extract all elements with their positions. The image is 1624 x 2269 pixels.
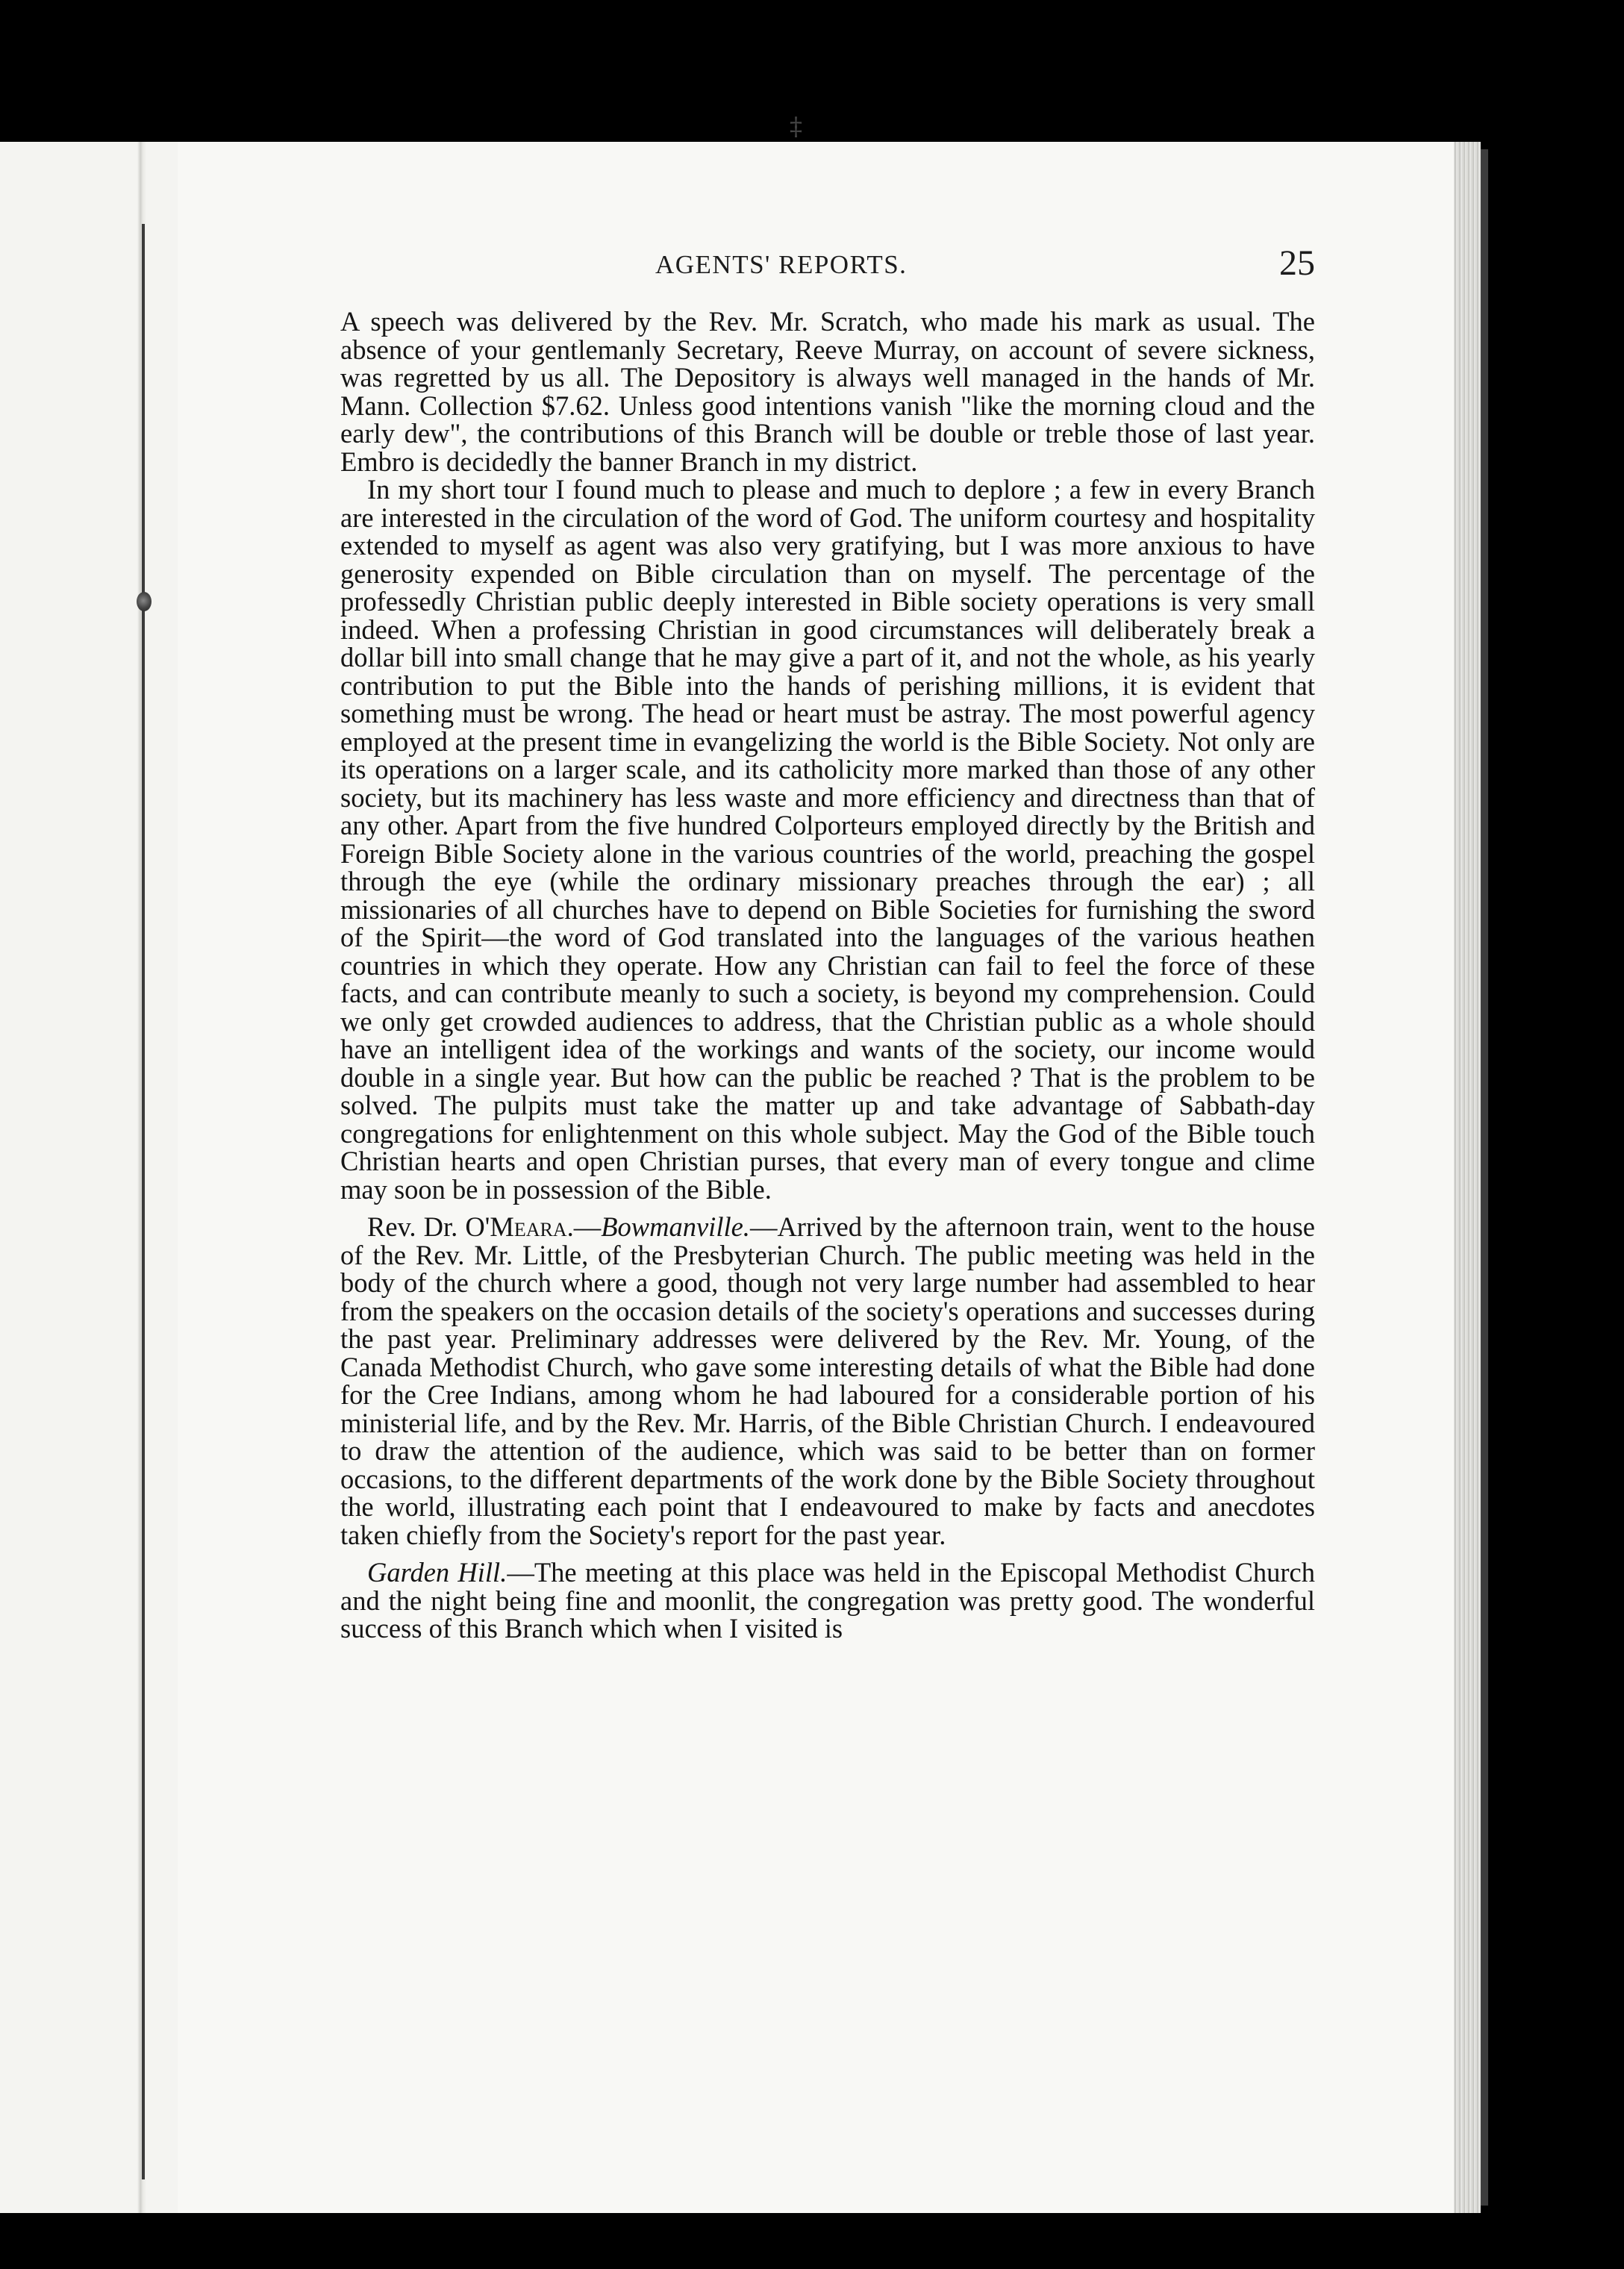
- running-head: [340, 243, 1315, 287]
- running-head-title: AGENTS' REPORTS.: [655, 250, 908, 279]
- place-name-bowmanville: Bowmanville.: [601, 1211, 750, 1242]
- paragraph-garden-hill: [340, 1558, 1315, 1643]
- previous-page-sliver: [0, 142, 178, 2213]
- page-stack-edge: [1454, 142, 1481, 2213]
- page-stack-shadow: [1481, 149, 1488, 2206]
- paragraph-short-tour: In my short tour I found much to please and much to deplore ; a few in every Branch are interested in the circulation of the word of God. The uniform courtesy and hospitality extended to myself as agent was also very gratifying, but I was more anxious to have generosity expended on Bible circulation than on myself. The percentage of the professedly Christian public deeply interested in Bible society operations is very small indeed. When a professing Christian in good circumstances will deliberately break a dollar bill into small change that he may give a part of it, and not the whole, as his yearly contribution to put the Bible into the hands of perishing millions, it is evident that something must be wrong. The head or heart must be astray. The most powerful agency employed at the present time in evangelizing the world is the Bible Society. Not only are its operations on a larger scale, and its catholicity more marked than those of any other society, but its machinery has less waste and more efficiency and directness than that of any other. Apart from the five hundred Colporteurs employed directly by the British and Foreign Bible Society alone in the various countries of the world, preaching the gospel through the eye (while the ordinary missionary preaches through the ear) ; all missionaries of all churches have to depend on Bible Societies for furnishing the sword of the Spirit—the word of God translated into the languages of the various heathen countries in which they operate. How any Christian can fail to feel the force of these facts, and can contribute meanly to such a society, is beyond my comprehension. Could we only get crowded audiences to address, that the Christian public as a whole should have an intelligent idea of the workings and wants of the society, our income would double in a single year. But how can the public be reached ? That is the problem to be solved. The pulpits must take the matter up and take advantage of Sabbath-day congregations for enlightenment on this whole subject. May the God of the Bible touch Christian hearts and open Christian purses, that every man of every tongue and clime may soon be in possession of the Bible.: [340, 474, 1315, 1205]
- page-number: 25: [1279, 243, 1315, 283]
- scan-clip-mark: ‡: [790, 112, 802, 142]
- body-text: [340, 308, 1315, 1643]
- paragraph-bowmanville-text: —Arrived by the afternoon train, went to the house of the Rev. Mr. Little, of the Presbyterian Church. The public meeting was held in the body of the church where a good, though not very large number had assembled to hear from the speakers on the occasion details of the society's operations and successes during the past year. Preliminary addresses were delivered by the Rev. Mr. Young, of the Canada Methodist Church, who gave some interesting details of what the Bible had done for the Cree Indians, among whom he had laboured for a considerable portion of his ministerial life, and by the Rev. Mr. Harris, of the Bible Christian Church. I endeavoured to draw the attention of the audience, which was said to be better than on former occasions, to the different departments of the work done by the Bible Society throughout the world, illustrating each point that I endeavoured to make by facts and anecdotes taken chiefly from the Society's report for the past year.: [340, 1211, 1315, 1550]
- binding-thread-knot: [137, 592, 152, 611]
- agent-name-separator: .—: [566, 1211, 602, 1242]
- place-name-garden-hill: Garden Hill.: [367, 1557, 508, 1588]
- paragraph-embro: A speech was delivered by the Rev. Mr. Scratch, who made his mark as usual. The absence of your gentlemanly Secretary, Reeve Murray, on account of severe sickness, was regretted by us all. The Depository is always well managed in the hands of Mr. Mann. Collection $7.62. Unless good intentions vanish "like the morning cloud and the early dew", the contributions of this Branch will be double or treble those of last year. Embro is decidedly the banner Branch in my district.: [340, 306, 1315, 477]
- agent-name-smallcaps: eara: [513, 1211, 567, 1242]
- paragraph-garden-hill-text: —The meeting at this place was held in the Episcopal Methodist Church and the night being fine and moonlit, the congregation was pretty good. The wonderful success of this Branch which when I visited is: [340, 1557, 1315, 1644]
- gutter-line: [142, 224, 145, 2179]
- agent-name-prefix: Rev. Dr. O'M: [367, 1211, 514, 1242]
- paragraph-bowmanville: [340, 1213, 1315, 1549]
